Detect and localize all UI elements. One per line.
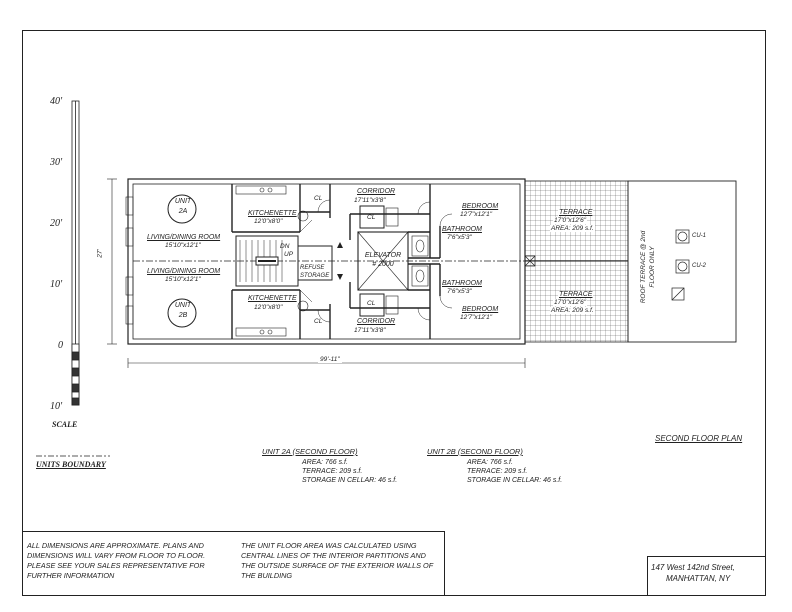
corridor-bottom-label: CORRIDOR	[357, 318, 396, 325]
bedroom-bottom-dim: 12'7"x12'1"	[460, 314, 493, 321]
corridor-bottom-dim: 17'11"x3'8"	[354, 327, 386, 334]
terrace-bottom-area: AREA: 209 s.f.	[551, 307, 594, 314]
note-dimensions: ALL DIMENSIONS ARE APPROXIMATE. PLANS AND DIMENSIONS WILL VARY FROM FLOOR TO FLOOR. PLEASE SEE YOUR SALES REPRESENTATIVE FOR FURTHER INFORMATION	[27, 541, 206, 580]
plan-title: SECOND FLOOR PLAN	[655, 434, 743, 443]
scale-tick-10-below: 10'	[50, 401, 63, 412]
unit-2a-title: UNIT 2A (SECOND FLOOR)	[262, 447, 358, 456]
corridor-top-dim: 17'11"x3'8"	[354, 197, 386, 204]
bedroom-bottom-label: BEDROOM	[462, 306, 499, 313]
closet-bottom-label: CL	[314, 318, 323, 325]
scale-tick-10: 10'	[50, 279, 63, 290]
unit-2a-terrace: TERRACE: 209 s.f.	[302, 468, 363, 475]
living-room-top-label: LIVING/DINING ROOM	[147, 234, 221, 241]
unit-2a-storage: STORAGE IN CELLAR: 46 s.f.	[302, 477, 398, 484]
plan-depth-dimension: 27'	[96, 249, 104, 258]
cu1-label: CU-1	[692, 233, 707, 239]
closet-top-label: CL	[314, 195, 323, 202]
refuse-storage-label: REFUSE STORAGE	[300, 265, 330, 279]
living-room-bottom-label: LIVING/DINING ROOM	[147, 268, 221, 275]
unit-2a-label: UNIT 2A	[174, 198, 192, 215]
address-line-1: 147 West 142nd Street,	[651, 563, 735, 572]
scale-tick-30: 30'	[50, 157, 63, 168]
corridor-closet-bottom-label: CL	[367, 300, 376, 307]
scale-tick-40: 40'	[50, 96, 63, 107]
stair-up-label: UP	[284, 251, 294, 258]
plan-width-dimension: 99'-11"	[320, 356, 340, 363]
unit-2b-storage: STORAGE IN CELLAR: 46 s.f.	[467, 477, 563, 484]
kitchenette-top-label: KITCHENETTE	[248, 210, 297, 217]
stair-down-label: DN	[280, 243, 290, 250]
unit-2a-summary	[262, 447, 398, 484]
unit-2b-area: AREA: 766 s.f.	[467, 459, 513, 466]
terrace-bottom-label: TERRACE	[559, 291, 593, 298]
cu2-label: CU-2	[692, 263, 707, 269]
corridor-closet-top-label: CL	[367, 214, 376, 221]
roof-terrace-label: ROOF TERRACE @ 2nd FLOOR ONLY	[640, 230, 656, 304]
living-room-top-dim: 15'10"x12'1"	[165, 242, 201, 249]
scale-tick-20: 20'	[50, 218, 63, 229]
bathroom-bottom-dim: 7'6"x5'3"	[447, 288, 472, 295]
bathroom-bottom-label: BATHROOM	[442, 280, 482, 287]
unit-2b-summary	[427, 447, 563, 484]
kitchenette-top-dim: 12'0"x8'0"	[254, 218, 283, 225]
kitchenette-bottom-label: KITCHENETTE	[248, 295, 297, 302]
bedroom-top-label: BEDROOM	[462, 203, 499, 210]
unit-2b-terrace: TERRACE: 209 s.f.	[467, 468, 528, 475]
address-line-2: MANHATTAN, NY	[666, 574, 731, 583]
unit-2b-label: UNIT 2B	[174, 302, 192, 319]
scale-tick-0: 0	[58, 340, 63, 351]
terrace-top-area: AREA: 209 s.f.	[551, 225, 594, 232]
scale-label: SCALE	[52, 420, 78, 429]
bedroom-top-dim: 12'7"x12'1"	[460, 211, 493, 218]
living-room-bottom-dim: 15'10"x12'1"	[165, 276, 201, 283]
bathroom-top-label: BATHROOM	[442, 226, 482, 233]
terrace-top-label: TERRACE	[559, 209, 593, 216]
corridor-top-label: CORRIDOR	[357, 188, 396, 195]
unit-2a-area: AREA: 766 s.f.	[302, 459, 348, 466]
note-floor-area: THE UNIT FLOOR AREA WAS CALCULATED USING CENTRAL LINES OF THE INTERIOR PARTITIONS AND THE OUTSIDE SURFACE OF THE EXTERIOR WALLS OF THE BUILDING	[241, 541, 434, 580]
units-boundary-label: UNITS BOUNDARY	[36, 460, 106, 469]
elevator-label: ELEVATOR # 2000	[364, 252, 402, 268]
unit-2b-title: UNIT 2B (SECOND FLOOR)	[427, 447, 523, 456]
terrace-top-dim: 17'0"x12'6"	[554, 217, 587, 224]
terrace-bottom-dim: 17'0"x12'6"	[554, 299, 587, 306]
bathroom-top-dim: 7'6"x5'3"	[447, 234, 472, 241]
kitchenette-bottom-dim: 12'0"x8'0"	[254, 304, 283, 311]
